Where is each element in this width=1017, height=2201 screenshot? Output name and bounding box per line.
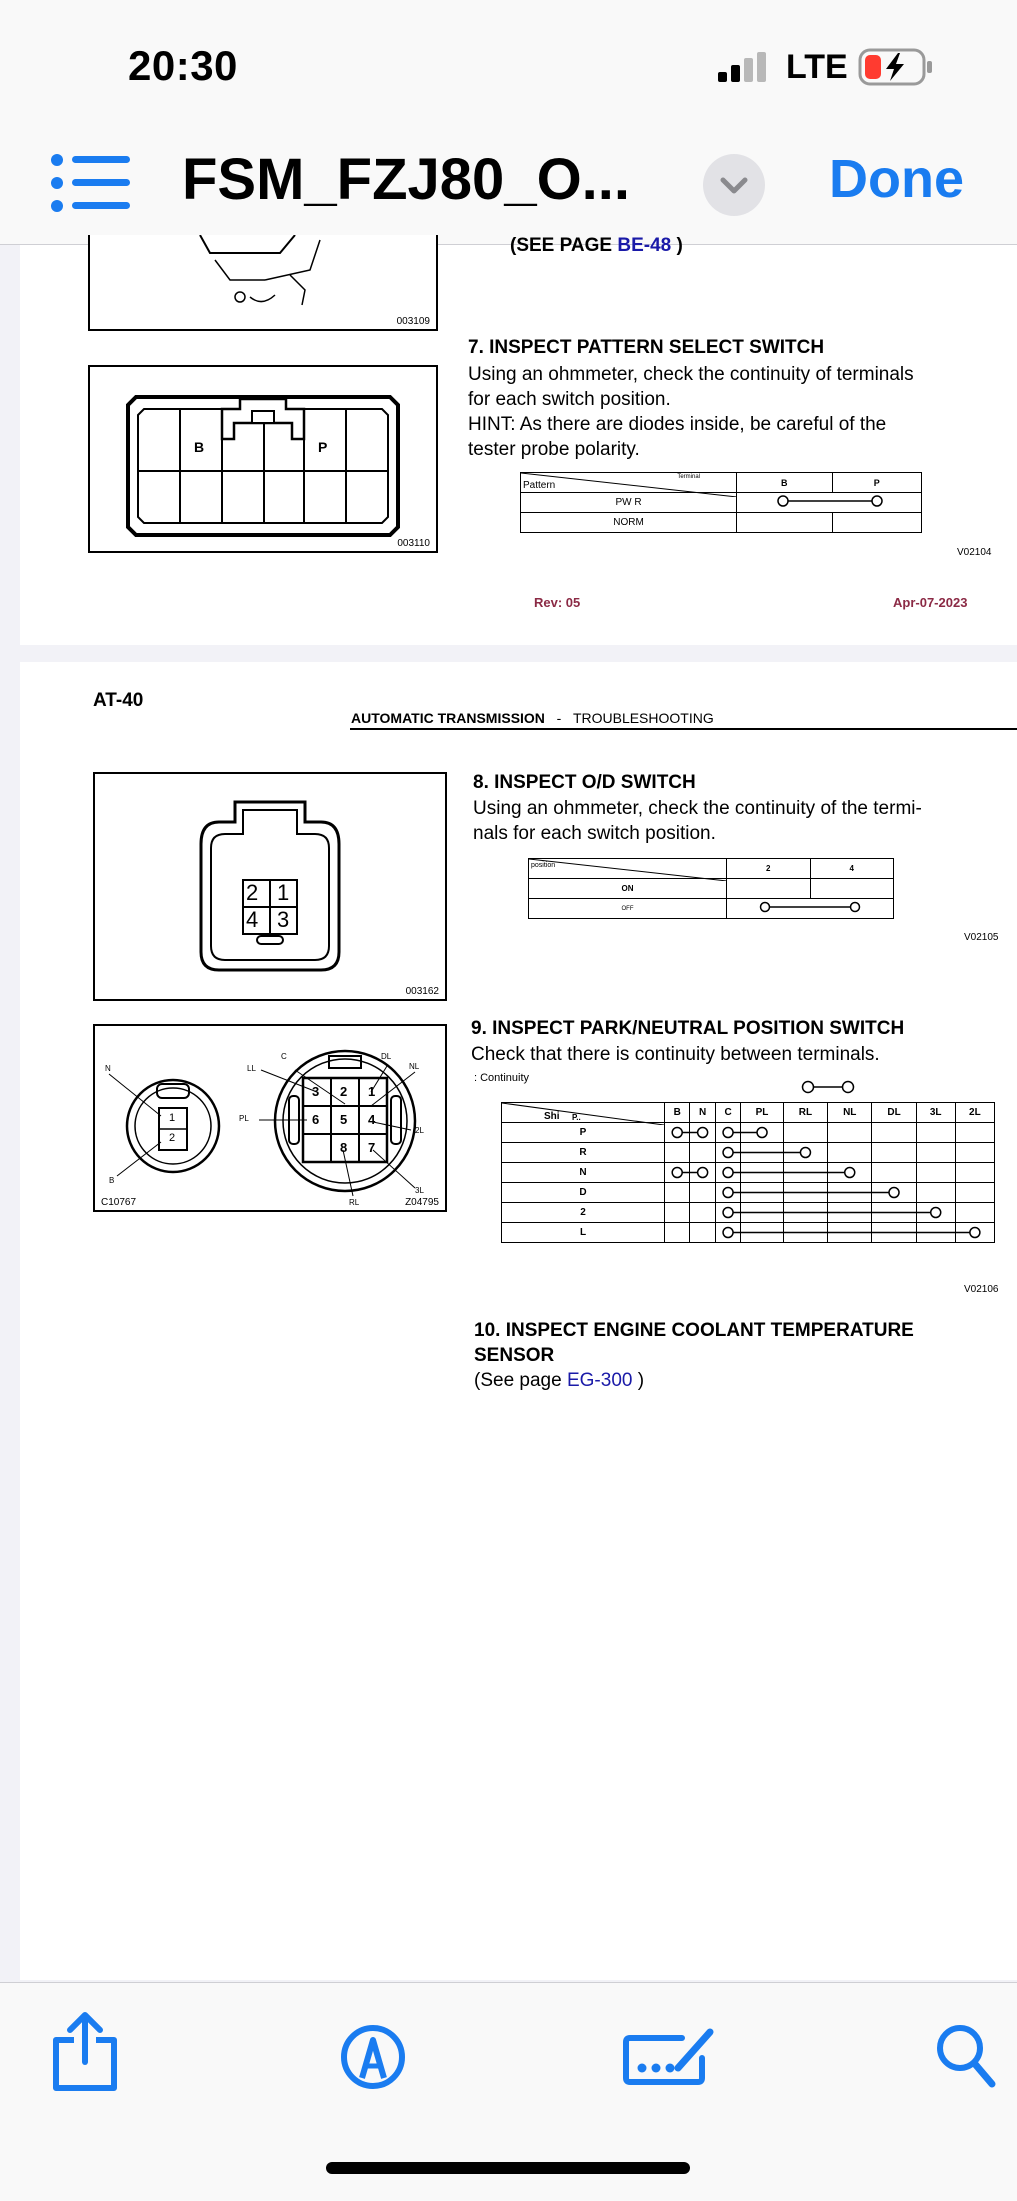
see-page-link[interactable]: BE-48 — [617, 235, 672, 256]
row-header: N — [502, 1163, 665, 1183]
diagonal-line — [529, 859, 727, 881]
table-code: V02104 — [957, 547, 992, 558]
continuity-note: : Continuity — [474, 1072, 530, 1084]
document-page-1 — [20, 235, 1017, 645]
col-2: 2 — [727, 859, 811, 879]
header-position: position — [531, 862, 556, 869]
pn-pin-8: 8 — [340, 1140, 348, 1155]
document-page-2 — [20, 662, 1017, 1980]
continuity-line — [727, 900, 893, 914]
header-terminal: Terminal — [677, 474, 700, 480]
figure-003110 — [88, 365, 438, 553]
see-page-reference — [510, 233, 683, 258]
component-illustration — [90, 235, 436, 329]
figure-code: 003162 — [405, 986, 439, 997]
diagonal-line — [502, 1103, 664, 1125]
figure-code: 003109 — [396, 316, 430, 327]
see-page-link[interactable]: EG-300 — [566, 1370, 633, 1391]
pn-label-2l: 2L — [415, 1126, 424, 1135]
continuity-cell — [727, 899, 894, 919]
continuity-legend-symbol — [801, 1080, 855, 1094]
col-header: 3L — [916, 1103, 955, 1123]
row-header: R — [502, 1143, 665, 1163]
figure-pn-switch — [93, 1024, 447, 1212]
section-10-title-line1: 10. INSPECT ENGINE COOLANT TEMPERATURE — [474, 1320, 914, 1341]
header-sep: - — [556, 710, 562, 726]
section-9-title: 9. INSPECT PARK/NEUTRAL POSITION SWITCH — [471, 1018, 905, 1039]
network-label: LTE — [786, 48, 848, 86]
pn-label-ll: LL — [247, 1064, 256, 1073]
row-header: P — [502, 1123, 665, 1143]
pn-label-nl: NL — [409, 1062, 420, 1071]
section-7-text — [468, 362, 988, 462]
row-header: D — [502, 1183, 665, 1203]
battery-icon — [858, 48, 934, 86]
status-time: 20:30 — [128, 42, 238, 89]
list-menu-icon[interactable] — [50, 152, 130, 214]
see-page-prefix: (SEE PAGE — [510, 235, 618, 256]
table-code: V02106 — [964, 1284, 999, 1295]
pn-label-dl: DL — [381, 1052, 392, 1061]
table-code: V02105 — [964, 932, 999, 943]
text-line: for each switch position. — [468, 389, 671, 410]
row-pwr: PW R — [521, 493, 737, 513]
col-p: P — [832, 473, 921, 493]
header-rule — [350, 728, 1017, 730]
pn-label-b: B — [109, 1176, 115, 1185]
revision-date: Apr-07-2023 — [893, 595, 968, 610]
header-right: TROUBLESHOOTING — [572, 710, 714, 726]
markup-icon[interactable] — [340, 2024, 406, 2090]
document-title[interactable]: FSM_FZJ80_O... — [182, 147, 631, 212]
od-switch-connector — [95, 774, 445, 999]
table-corner-cell — [529, 859, 727, 879]
figure-003109 — [88, 235, 438, 331]
pn-left-pin-2: 2 — [169, 1132, 176, 1144]
od-pin-4: 4 — [246, 907, 259, 932]
figure-code: 003110 — [397, 538, 430, 549]
col-header: C — [715, 1103, 740, 1123]
od-pin-3: 3 — [277, 907, 290, 932]
pn-label-n: N — [105, 1064, 111, 1073]
pn-pin-7: 7 — [368, 1140, 376, 1155]
row-on: ON — [529, 879, 727, 899]
row-off: OFF — [529, 899, 727, 919]
section-10-title-line2: SENSOR — [474, 1345, 555, 1366]
text-line: tester probe polarity. — [468, 439, 640, 460]
col-header: NL — [828, 1103, 872, 1123]
text-line: Using an ohmmeter, check the continuity of the termi- — [473, 798, 922, 819]
pn-pin-6: 6 — [312, 1112, 320, 1127]
pn-switch-table — [501, 1102, 995, 1243]
col-4: 4 — [810, 859, 894, 879]
section-10-reference — [474, 1368, 644, 1393]
home-indicator — [326, 2162, 690, 2174]
row-header: 2 — [502, 1203, 665, 1223]
revision: Rev: 05 — [534, 595, 581, 610]
od-pin-2: 2 — [246, 880, 259, 905]
pn-label-3l: 3L — [415, 1186, 424, 1195]
header-shift: Shi — [544, 1111, 560, 1122]
pn-label-pl: PL — [239, 1114, 249, 1123]
search-icon[interactable] — [934, 2022, 998, 2090]
col-header: PL — [741, 1103, 784, 1123]
pn-switch-connectors — [95, 1026, 445, 1210]
col-b: B — [737, 473, 833, 493]
section-8-title: 8. INSPECT O/D SWITCH — [473, 772, 696, 793]
text-line: nals for each switch position. — [473, 823, 716, 844]
figure-code-left: C10767 — [101, 1197, 137, 1208]
pn-label-c: C — [281, 1052, 287, 1061]
page-number: AT-40 — [93, 690, 144, 711]
signal-icon — [718, 52, 770, 82]
col-header: N — [690, 1103, 715, 1123]
table-corner-cell — [521, 473, 737, 493]
pn-pin-1: 1 — [368, 1084, 376, 1099]
figure-code-right: Z04795 — [405, 1197, 439, 1208]
share-icon[interactable] — [50, 2010, 120, 2092]
see-page-suffix: ) — [671, 235, 683, 256]
pattern-switch-table — [520, 472, 922, 533]
running-header — [351, 710, 714, 726]
continuity-overlay — [20, 662, 1017, 1362]
col-header: B — [665, 1103, 690, 1123]
figure-003162 — [93, 772, 447, 1001]
done-button[interactable]: Done — [829, 149, 964, 209]
text-line: Using an ohmmeter, check the continuity of terminals — [468, 364, 914, 385]
pn-label-rl: RL — [349, 1198, 360, 1207]
connector-label-p: P — [318, 439, 328, 455]
signature-icon[interactable] — [622, 2024, 718, 2086]
col-header: 2L — [955, 1103, 994, 1123]
col-header: DL — [872, 1103, 916, 1123]
header-pos: P.. — [572, 1113, 581, 1122]
pn-pin-3: 3 — [312, 1084, 320, 1099]
connector-label-b: B — [194, 439, 205, 455]
row-header: L — [502, 1223, 665, 1243]
section-7-title: 7. INSPECT PATTERN SELECT SWITCH — [468, 337, 825, 358]
continuity-cell — [737, 493, 922, 513]
section-9-text: Check that there is continuity between terminals. — [471, 1044, 880, 1065]
header-pattern: Pattern — [523, 480, 556, 491]
header-left: AUTOMATIC TRANSMISSION — [351, 710, 545, 726]
pn-pin-2: 2 — [340, 1084, 348, 1099]
section-8-text — [473, 796, 993, 846]
continuity-line — [737, 493, 921, 509]
see-page-prefix: (See page — [474, 1370, 567, 1391]
od-pin-1: 1 — [277, 880, 290, 905]
table-corner-cell — [502, 1103, 665, 1123]
title-menu-button[interactable] — [703, 154, 765, 216]
pattern-switch-connector — [90, 367, 436, 551]
pn-pin-5: 5 — [340, 1112, 348, 1127]
row-norm: NORM — [521, 513, 737, 533]
see-page-suffix: ) — [632, 1370, 645, 1391]
text-line: HINT: As there are diodes inside, be careful of the — [468, 414, 887, 435]
pn-pin-4: 4 — [368, 1112, 376, 1127]
od-switch-table — [528, 858, 894, 919]
pn-left-pin-1: 1 — [169, 1112, 176, 1124]
chevron-down-icon — [703, 154, 765, 216]
col-header: RL — [783, 1103, 827, 1123]
